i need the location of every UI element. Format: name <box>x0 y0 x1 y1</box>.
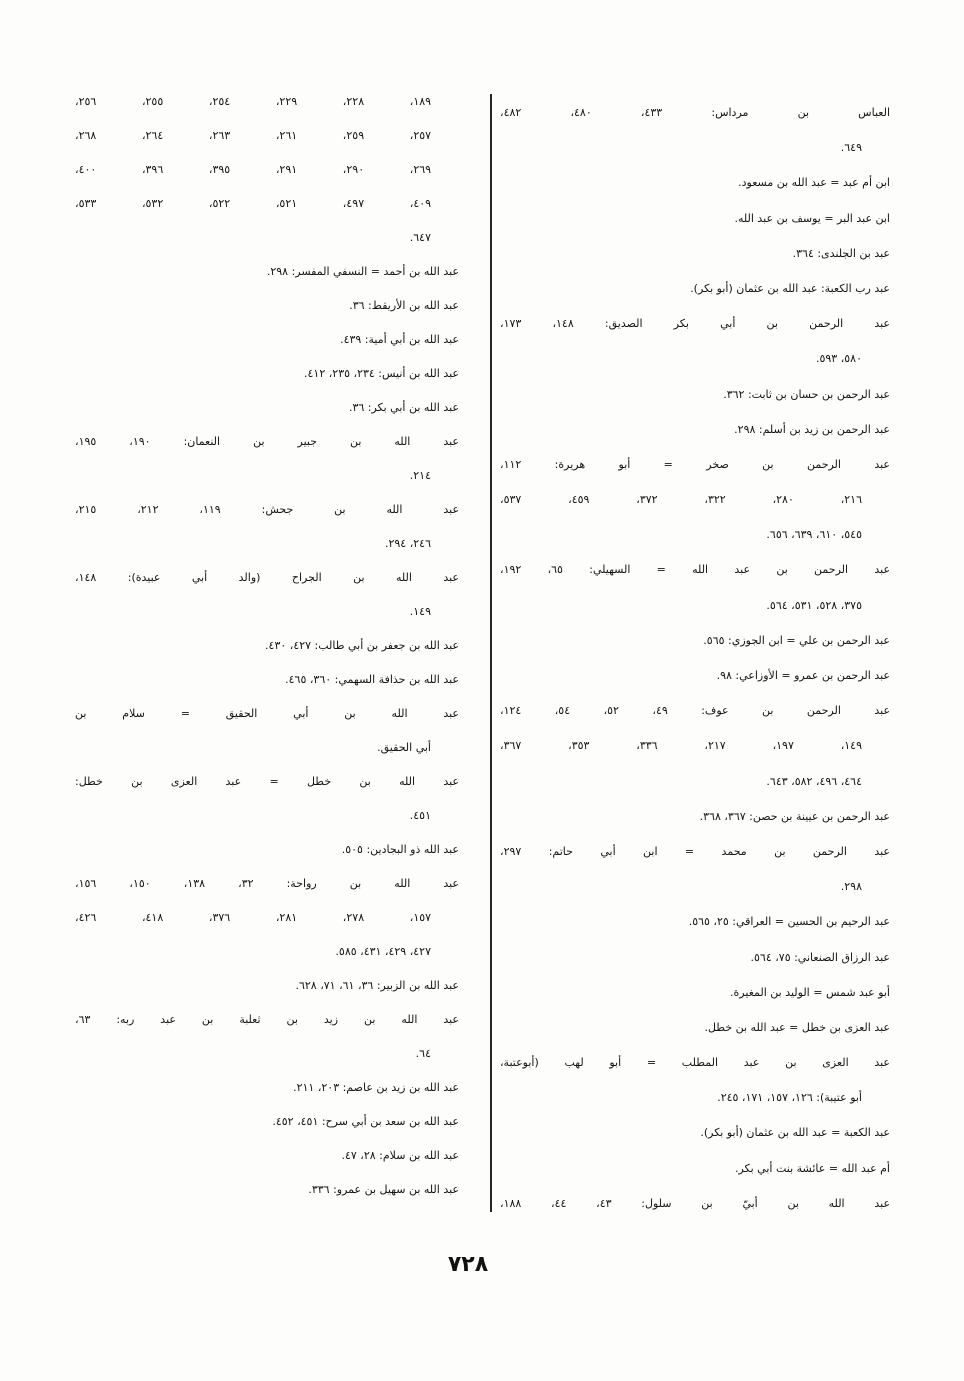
entry-heading-text: عبد الله بن جعفر بن أبي طالب: ٤٢٧، ٤٣٠. <box>265 639 459 652</box>
entry-heading-line <box>500 1115 890 1150</box>
entry-continuation-line <box>500 764 890 799</box>
entry-heading-line <box>75 1071 459 1105</box>
index-entry <box>500 271 890 306</box>
entry-heading-text: ابن عبد البر = يوسف بن عبد الله. <box>734 211 890 225</box>
entry-continuation-line <box>75 1037 459 1071</box>
entry-heading-line <box>75 357 459 391</box>
entry-continuation-text: ٦٤. <box>415 1047 431 1060</box>
index-entry <box>500 552 890 622</box>
entry-continuation-text: ٥٤٥، ٦١٠، ٦٣٩، ٦٥٦. <box>766 528 862 542</box>
entry-heading-line <box>500 904 890 939</box>
entry-heading-text: عبد الله بن أنيس: ٢٣٤، ٢٣٥، ٤١٢. <box>304 367 459 380</box>
entry-heading-line <box>75 1105 459 1139</box>
index-entry <box>75 1139 459 1173</box>
entry-continuation-text: ١٤٩. <box>409 605 431 618</box>
index-entry <box>75 1173 459 1207</box>
entry-heading-line <box>75 1173 459 1207</box>
entry-heading-line <box>500 95 890 130</box>
index-entry <box>500 412 890 447</box>
entry-heading-text: عبد الله بن الأريقط: ٣٦. <box>349 299 459 312</box>
entry-heading-line <box>75 969 459 1003</box>
index-entry <box>500 658 890 693</box>
index-entry <box>75 969 459 1003</box>
entry-heading-line <box>500 834 890 869</box>
entry-heading-text: عبد الرحمن بن علي = ابن الجوزي: ٥٦٥. <box>703 633 890 647</box>
index-entry <box>75 289 459 323</box>
entry-continuation-line <box>75 187 459 221</box>
entry-heading-text: عبد الرحمن بن حسان بن ثابت: ٣٦٢. <box>723 387 890 401</box>
entry-continuation-line <box>75 595 459 629</box>
index-column-right <box>500 95 890 1221</box>
entry-heading-text: عبد الله بن جحش: ١١٩، ٢١٢، ٢١٥، <box>75 503 460 516</box>
index-entry <box>75 323 459 357</box>
entry-heading-text: عبد الرحيم بن الحسين = العراقي: ٢٥، ٥٦٥. <box>688 915 890 929</box>
entry-heading-line <box>500 552 890 587</box>
entry-continuation-line <box>75 85 459 119</box>
entry-continuation-text: ٢١٦، ٢٨٠، ٣٢٢، ٣٧٢، ٤٥٩، ٥٣٧، <box>500 493 862 507</box>
entry-heading-line <box>500 236 890 271</box>
entry-heading-text: أبو عبد شمس = الوليد بن المغيرة. <box>730 985 890 999</box>
index-entry <box>75 1071 459 1105</box>
entry-continuation-line <box>500 517 890 552</box>
entry-heading-text: عبد الله بن رواحة: ٣٢، ١٣٨، ١٥٠، ١٥٦، <box>75 877 459 890</box>
entry-continuation-text: ٢١٤. <box>409 469 431 482</box>
entry-heading-text: عبد الله ذو البجادين: ٥٠٥. <box>341 843 459 856</box>
entry-continuation-text: أبو عتيبة): ١٢٦، ١٥٧، ١٧١، ٢٤٥. <box>717 1091 862 1105</box>
entry-heading-line <box>500 306 890 341</box>
entry-heading-text: عبد الله بن جبير بن النعمان: ١٩٠، ١٩٥، <box>75 435 460 448</box>
index-entry <box>75 833 459 867</box>
entry-heading-text: أم عبد الله = عائشة بنت أبي بكر. <box>734 1161 890 1175</box>
entry-heading-line <box>500 1045 890 1080</box>
entry-heading-line <box>75 833 459 867</box>
entry-heading-text: عبد الله بن أبيّ بن سلول: ٤٣، ٤٤، ١٨٨، <box>500 1196 891 1210</box>
index-entry <box>75 1105 459 1139</box>
index-entry <box>500 447 890 553</box>
entry-continuation-line <box>75 935 459 969</box>
entry-continuation-line <box>75 153 459 187</box>
entry-heading-line <box>500 623 890 658</box>
entry-continuation-text: ٢٥٧، ٢٥٩، ٢٦١، ٢٦٣، ٢٦٤، ٢٦٨، <box>75 129 432 142</box>
index-entry <box>500 1010 890 1045</box>
index-entry <box>500 377 890 412</box>
index-entry <box>500 1115 890 1150</box>
entry-heading-text: عبد الله بن سهيل بن عمرو: ٣٣٦. <box>308 1183 459 1196</box>
entry-heading-line <box>75 697 459 731</box>
entry-continuation-text: ٢٩٨. <box>840 880 862 894</box>
entry-heading-text: عبد الله بن سلام: ٢٨، ٤٧. <box>341 1149 459 1162</box>
index-entry <box>500 693 890 799</box>
entry-continuation-line <box>75 459 459 493</box>
entry-heading-text: ابن أم عبد = عبد الله بن مسعود. <box>738 176 890 190</box>
entry-continuation-text: ١٤٩، ١٩٧، ٢١٧، ٣٣٦، ٣٥٣، ٣٦٧، <box>500 739 862 753</box>
entry-continuation-line <box>500 869 890 904</box>
entry-heading-text: عبد الله بن أبي الحقيق = سلام بن <box>75 707 459 720</box>
entry-heading-line <box>75 561 459 595</box>
entry-continuation-text: ٦٤٩. <box>840 141 862 155</box>
entry-continuation-line <box>500 482 890 517</box>
index-entry <box>75 391 459 425</box>
entry-continuation-text: ٦٤٧. <box>409 231 431 244</box>
index-entry <box>500 1151 890 1186</box>
entry-heading-text: عبد الله بن زيد بن عاصم: ٢٠٣، ٢١١. <box>293 1081 459 1094</box>
entry-continuation-text: ٤٥١. <box>409 809 431 822</box>
entry-continuation-text: أبي الحقيق. <box>377 741 431 754</box>
entry-heading-line <box>500 377 890 412</box>
index-entry <box>500 904 890 939</box>
entry-continuation-text: ٤٠٩، ٤٩٧، ٥٢١، ٥٢٢، ٥٣٢، ٥٣٣، <box>75 197 432 210</box>
entry-continuation-line <box>75 221 459 255</box>
column-divider <box>490 94 492 1212</box>
entry-continuation-text: ٢٤٦، ٢٩٤. <box>384 537 431 550</box>
index-entry <box>75 629 459 663</box>
entry-continuation-line <box>75 119 459 153</box>
entry-continuation-line <box>75 799 459 833</box>
index-entry <box>500 1186 890 1221</box>
entry-heading-line <box>75 1003 459 1037</box>
entry-heading-line <box>500 940 890 975</box>
entry-heading-text: عبد الرحمن بن صخر = أبو هريرة: ١١٢، <box>500 457 890 471</box>
entry-continuation-text: ٣٧٥، ٥٢٨، ٥٣١، ٥٦٤. <box>766 598 862 612</box>
index-entry <box>75 867 459 969</box>
index-entry <box>500 95 890 165</box>
page-number: ٧٢٨ <box>447 1252 489 1277</box>
entry-heading-text: عبد الله بن سعد بن أبي سرح: ٤٥١، ٤٥٢. <box>272 1115 459 1128</box>
entry-heading-text: عبد الرحمن بن عمرو = الأوزاعي: ٩٨. <box>716 669 890 682</box>
entry-heading-text: عبد الله بن أبي أمية: ٤٣٩. <box>340 333 459 346</box>
entry-continuation-text: ٢٦٩، ٢٩٠، ٢٩١، ٣٩٥، ٣٩٦، ٤٠٠، <box>75 163 432 176</box>
entry-heading-text: عبد الكعبة = عبد الله بن عثمان (أبو بكر). <box>700 1126 890 1140</box>
entry-heading-line <box>500 693 890 728</box>
entry-heading-line <box>500 658 890 693</box>
index-entry <box>75 561 459 629</box>
entry-heading-line <box>500 1151 890 1186</box>
entry-continuation-text: ٥٨٠، ٥٩٣. <box>815 352 862 366</box>
entry-heading-text: عبد الله بن خطل = عبد العزى بن خطل: <box>75 775 459 788</box>
entry-heading-text: عبد الله بن أحمد = النسفي المفسر: ٢٩٨. <box>266 265 459 278</box>
entry-heading-text: عبد العزى بن خطل = عبد الله بن خطل. <box>704 1020 890 1034</box>
entry-continuation-text: ٤٦٤، ٤٩٦، ٥٨٢، ٦٤٣. <box>766 774 862 788</box>
index-entry <box>500 940 890 975</box>
index-entry <box>75 425 459 493</box>
index-entry <box>75 493 459 561</box>
entry-continuation-line <box>500 588 890 623</box>
entry-heading-text: عبد الله بن أبي بكر: ٣٦. <box>348 401 459 414</box>
index-entry <box>500 975 890 1010</box>
entry-heading-text: عبد الرزاق الصنعاني: ٧٥، ٥٦٤. <box>750 950 890 964</box>
index-entry <box>75 697 459 765</box>
index-entry <box>500 1045 890 1115</box>
index-entry <box>500 306 890 376</box>
entry-heading-line <box>75 425 459 459</box>
entry-continuation-text: ١٨٩، ٢٢٨، ٢٢٩، ٢٥٤، ٢٥٥، ٢٥٦، <box>75 95 432 108</box>
index-entry <box>75 85 459 255</box>
entry-heading-text: عبد الله بن حذافة السهمي: ٣٦٠، ٤٦٥. <box>285 673 459 686</box>
entry-heading-line <box>75 493 459 527</box>
entry-heading-line <box>500 1010 890 1045</box>
entry-continuation-line <box>500 341 890 376</box>
index-entry <box>500 799 890 834</box>
entry-continuation-line <box>75 527 459 561</box>
index-entry <box>75 1003 459 1071</box>
entry-heading-text: عبد رب الكعبة: عبد الله بن عثمان (أبو بكر). <box>690 281 890 295</box>
entry-heading-text: عبد الرحمن بن محمد = ابن أبي حاتم: ٢٩٧، <box>500 844 890 858</box>
index-entry <box>500 236 890 271</box>
index-entry <box>75 765 459 833</box>
entry-heading-text: عبد الرحمن بن عبد الله = السهيلي: ٦٥، ١٩٢، <box>500 563 891 577</box>
entry-heading-line <box>75 289 459 323</box>
index-entry <box>500 834 890 904</box>
entry-heading-line <box>500 165 890 200</box>
entry-heading-line <box>75 663 459 697</box>
entry-heading-line <box>75 629 459 663</box>
entry-heading-line <box>75 765 459 799</box>
entry-heading-line <box>500 1186 890 1221</box>
entry-continuation-line <box>75 901 459 935</box>
entry-heading-line <box>500 412 890 447</box>
entry-heading-text: عبد الرحمن بن عوف: ٤٩، ٥٢، ٥٤، ١٢٤، <box>500 704 891 718</box>
entry-heading-text: العباس بن مرداس: ٤٣٣، ٤٨٠، ٤٨٢، <box>500 106 890 119</box>
entry-heading-text: عبد الله بن الجراح (والد أبي عبيدة): ١٤٨، <box>75 571 459 584</box>
entry-heading-line <box>500 975 890 1010</box>
index-column-left <box>75 85 459 1207</box>
entry-heading-line <box>75 391 459 425</box>
entry-heading-line <box>75 1139 459 1173</box>
index-entry <box>500 623 890 658</box>
entry-heading-line <box>75 255 459 289</box>
entry-heading-line <box>75 867 459 901</box>
index-entry <box>75 255 459 289</box>
entry-heading-text: عبد بن الجلندى: ٣٦٤. <box>792 246 890 260</box>
entry-heading-line <box>500 201 890 236</box>
entry-heading-line <box>500 447 890 482</box>
entry-continuation-line <box>500 1080 890 1115</box>
entry-heading-line <box>75 323 459 357</box>
index-entry <box>500 201 890 236</box>
entry-continuation-line <box>500 728 890 763</box>
entry-heading-line <box>500 799 890 834</box>
entry-heading-line <box>500 271 890 306</box>
entry-continuation-text: ١٥٧، ٢٧٨، ٢٨١، ٣٧٦، ٤١٨، ٤٢٦، <box>75 911 432 924</box>
entry-continuation-line <box>75 731 459 765</box>
entry-heading-text: عبد الله بن زيد بن ثعلبة بن عبد ربه: ٦٣، <box>75 1013 459 1026</box>
entry-heading-text: عبد الرحمن بن زيد بن أسلم: ٢٩٨. <box>734 422 890 436</box>
entry-heading-text: عبد العزى بن عبد المطلب = أبو لهب (أبوعتبة، <box>500 1056 890 1070</box>
entry-continuation-line <box>500 130 890 165</box>
index-entry <box>75 357 459 391</box>
entry-continuation-text: ٤٢٧، ٤٢٩، ٤٣١، ٥٨٥. <box>335 945 431 958</box>
entry-heading-text: عبد الرحمن بن أبي بكر الصديق: ١٤٨، ١٧٣، <box>500 317 890 331</box>
index-entry <box>75 663 459 697</box>
entry-heading-text: عبد الرحمن بن عيينة بن حصن: ٣٦٧، ٣٦٨. <box>699 809 890 823</box>
entry-heading-text: عبد الله بن الزبير: ٣٦، ٦١، ٧١، ٦٢٨. <box>295 979 459 992</box>
index-entry <box>500 165 890 200</box>
